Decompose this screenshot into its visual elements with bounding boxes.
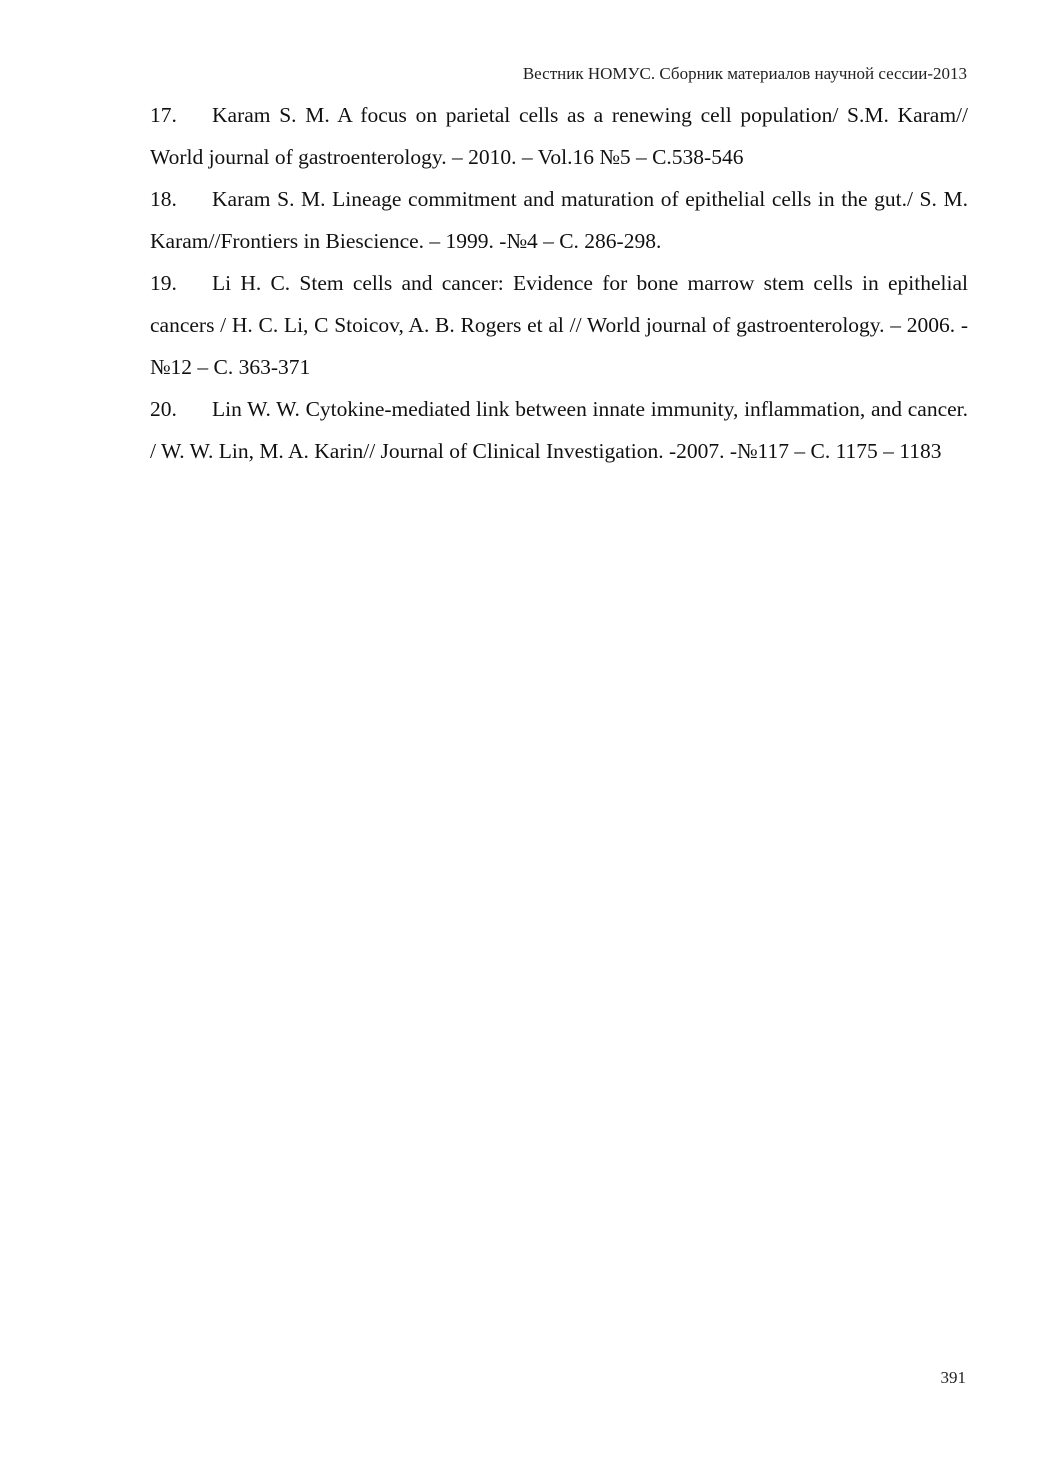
reference-item bbox=[150, 388, 968, 472]
reference-text: Karam S. M. Lineage commitment and maturation of epithelial cells in the gut./ S. M. Karam//Frontiers in Biescience. – 1999. -№4 – C. 286-298. bbox=[150, 187, 968, 253]
reference-text: Karam S. M. A focus on parietal cells as a renewing cell population/ S.M. Karam// World journal of gastroenterology. – 2010. – Vol.16 №5 – C.538-546 bbox=[150, 103, 968, 169]
reference-number: 17. bbox=[150, 103, 177, 127]
reference-text: Li H. C. Stem cells and cancer: Evidence for bone marrow stem cells in epithelial cancers / H. C. Li, C Stoicov, A. B. Rogers et al // World journal of gastroenterology. – 2006. - №12 – C. 363-371 bbox=[150, 271, 968, 379]
reference-text: Lin W. W. Cytokine-mediated link between innate immunity, inflammation, and cancer. / W. W. Lin, M. A. Karin// Journal of Clinical Investigation. -2007. -№117 – C. 1175 – 1183 bbox=[150, 397, 968, 463]
reference-list bbox=[150, 94, 968, 472]
reference-item bbox=[150, 262, 968, 388]
reference-number: 19. bbox=[150, 271, 177, 295]
reference-number: 20. bbox=[150, 397, 177, 421]
reference-item bbox=[150, 94, 968, 178]
reference-item bbox=[150, 178, 968, 262]
reference-number: 18. bbox=[150, 187, 177, 211]
running-header: Вестник НОМУС. Сборник материалов научной сессии-2013 bbox=[522, 64, 967, 83]
page-number: 391 bbox=[940, 1368, 966, 1387]
